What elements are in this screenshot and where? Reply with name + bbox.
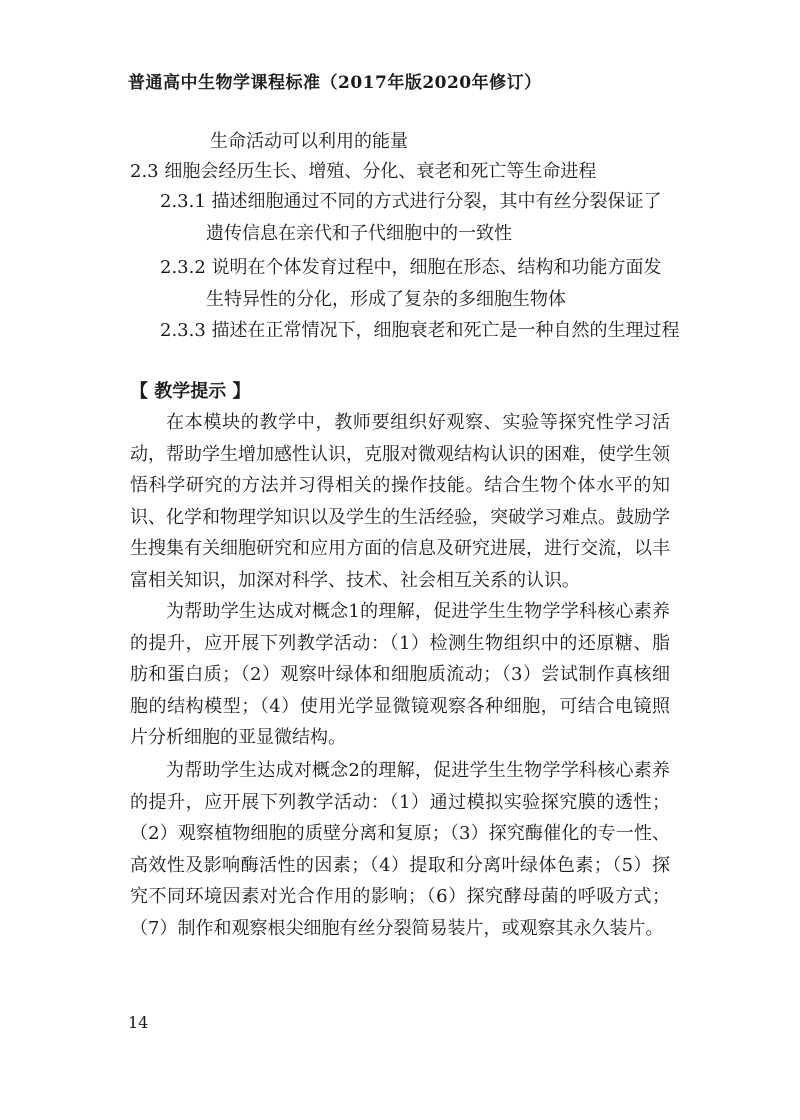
outline-continuation: 生命活动可以利用的能量 xyxy=(210,131,408,152)
outline-item-2-3-2-line2: 生特异性的分化，形成了复杂的多细胞生物体 xyxy=(206,289,566,310)
page-number: 14 xyxy=(128,1013,149,1032)
teaching-tips-paragraph-2: 为帮助学生达成对概念1的理解，促进学生生物学学科核心素养的提升，应开展下列教学活动：（1）检测生物组织中的还原糖、脂肪和蛋白质；（2）观察叶绿体和细胞质流动；（3）尝试制作真核细胞的结构模型；（4）使用光学显微镜观察各种细胞，可结合电镜照片分析细胞的亚显微结构。 xyxy=(130,601,670,749)
outline-item-2-3-2-line1: 2.3.2 说明在个体发育过程中，细胞在形态、结构和功能方面发 xyxy=(160,257,662,278)
teaching-tips-paragraph-1: 在本模块的教学中，教师要组织好观察、实验等探究性学习活动，帮助学生增加感性认识，克服对微观结构认识的困难，使学生领悟科学研究的方法并习得相关的操作技能。结合生物个体水平的知识、化学和物理学知识以及学生的生活经验，突破学习难点。鼓励学生搜集有关细胞研究和应用方面的信息及研究进展，进行交流，以丰富相关知识，加深对科学、技术、社会相互关系的认识。 xyxy=(130,412,670,591)
outline-item-2-3-1-line1: 2.3.1 描述细胞通过不同的方式进行分裂，其中有丝分裂保证了 xyxy=(160,191,662,212)
outline-item-2-3-3: 2.3.3 描述在正常情况下，细胞衰老和死亡是一种自然的生理过程 xyxy=(160,320,680,341)
outline-item-2-3: 2.3 细胞会经历生长、增殖、分化、衰老和死亡等生命进程 xyxy=(130,161,597,182)
running-header: 普通高中生物学课程标准（2017年版2020年修订） xyxy=(128,73,542,93)
teaching-tips-title: 【 教学提示 】 xyxy=(130,381,251,402)
outline-item-2-3-1-line2: 遗传信息在亲代和子代细胞中的一致性 xyxy=(206,223,512,244)
teaching-tips-paragraph-3: 为帮助学生达成对概念2的理解，促进学生生物学学科核心素养的提升，应开展下列教学活动：（1）通过模拟实验探究膜的透性；（2）观察植物细胞的质壁分离和复原；（3）探究酶催化的专一性、高效性及影响酶活性的因素；（4）提取和分离叶绿体色素；（5）探究不同环境因素对光合作用的影响；（6）探究酵母菌的呼吸方式；（7）制作和观察根尖细胞有丝分裂简易装片，或观察其永久装片。 xyxy=(130,760,670,939)
